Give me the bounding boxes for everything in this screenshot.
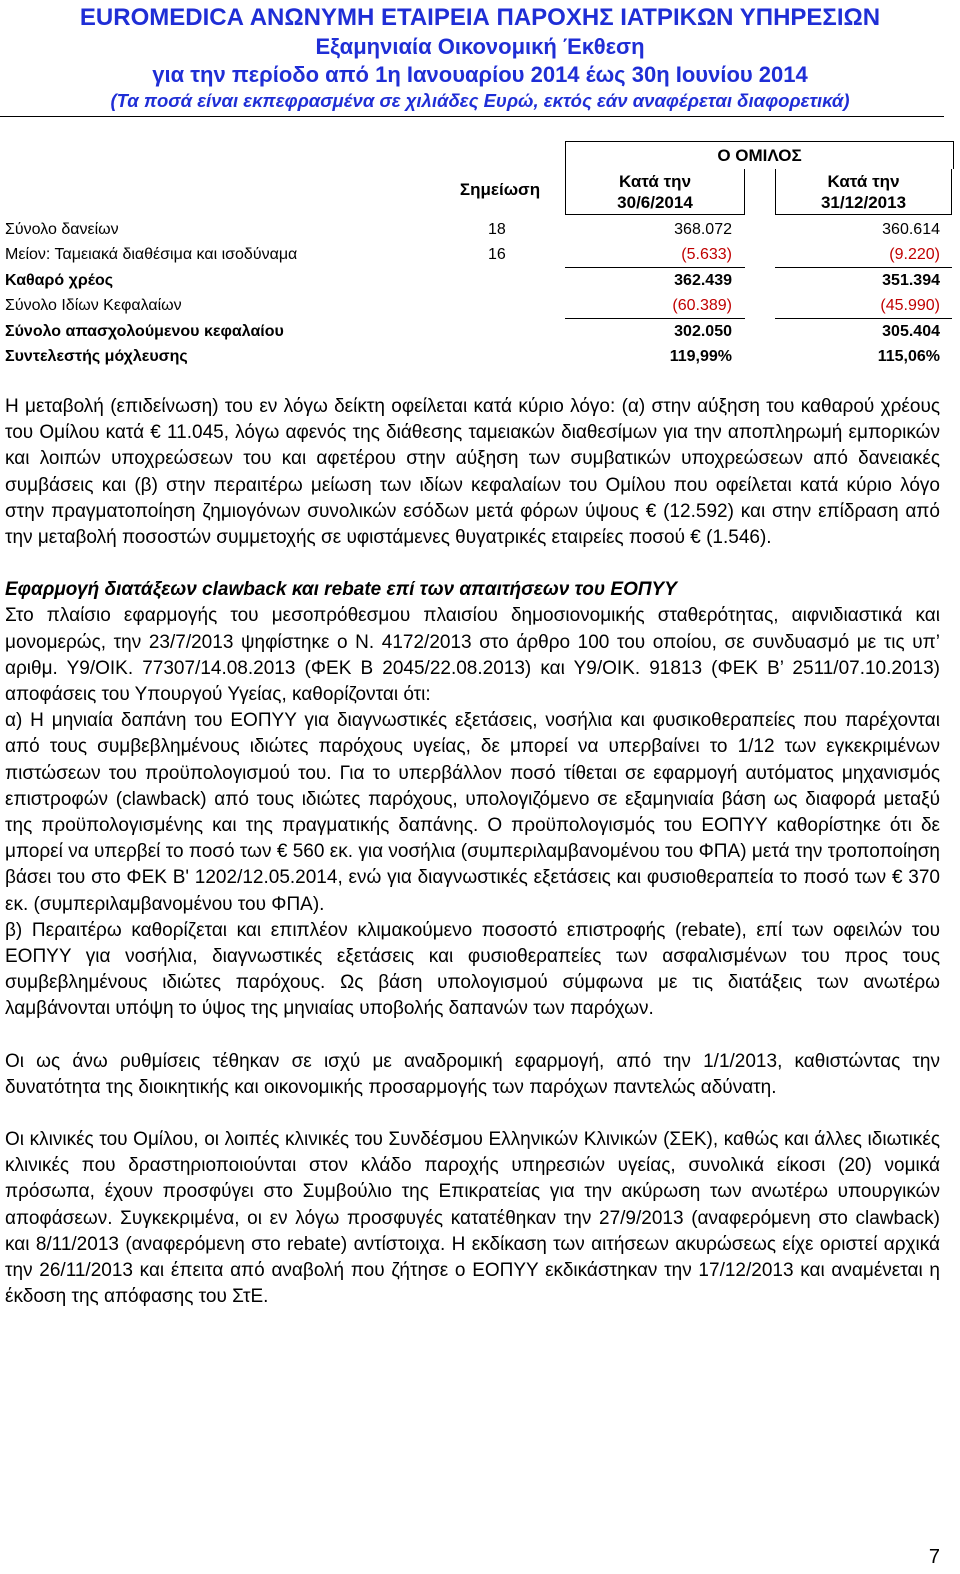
table-row: Συντελεστής μόχλευσης 119,99% 115,06% (5, 348, 940, 365)
paragraph: Η μεταβολή (επιδείνωση) του εν λόγω δείκτη οφείλεται κατά κύριο λόγο: (α) στην αύξηση του καθαρού χρέους του Ομίλου κατά € 11.045, λόγω αφενός της διάθεσης ταμειακών διαθεσίμων για την αποπληρωμή εμπορικών και λοιπών υποχρεώσεων του και αφετέρου στην αύξηση των συμβατικών υποχρεώσεων από δανειακές συμβάσεις και (β) στην περαιτέρω μείωση των ιδίων κεφαλαίων του Ομίλου που οφείλεται κατά κύριο λόγο στην πραγματοποίηση ζημιογόνων συνολικών εσόδων μετά φόρων ύψους € (12.592) και στην επίδραση από την μεταβολή ποσοστών συμμετοχής σε υφιστάμενες θυγατρικές εταιρείες ποσού € (1.546). (5, 396, 940, 549)
paragraph: Οι κλινικές του Ομίλου, οι λοιπές κλινικές του Συνδέσμου Ελληνικών Κλινικών (ΣΕΚ), καθώς και άλλες ιδιωτικές κλινικές που δραστηριοποιούνται στον κλάδο παροχής υπηρεσιών υγείας, συνολικά είκοσι (20) νομικά πρόσωπα, έχουν προσφύγει στο Συμβούλιο της Επικρατείας για την ακύρωση των ανωτέρω υπουργικών αποφάσεων. Συγκεκριμένα, οι εν λόγω προσφυγές κατατέθηκαν την 27/9/2013 (αναφερόμενη στο clawback) και 8/11/2013 (αναφερόμενη στο rebate) αντίστοιχα. Η εκδίκαση των αιτήσεων ακυρώσεως είχε οριστεί αρχικά την 26/11/2013 και έπειτα από αναβολή που ζήτησε ο ΕΟΠΥΥ εκδικάστηκαν την 17/12/2013 και αναμένεται η έκδοση της απόφασης του ΣτΕ. (5, 1129, 940, 1308)
currency-note: (Τα ποσά είναι εκπεφρασμένα σε χιλιάδες Ευρώ, εκτός εάν αναφέρεται διαφορετικά) (110, 90, 850, 111)
page-number: 7 (928, 1546, 940, 1568)
column-header-2014: Κατά την 30/6/2014 (565, 169, 745, 215)
paragraph: α) Η μηνιαία δαπάνη του ΕΟΠΥΥ για διαγνωστικές εξετάσεις, νοσήλια και φυσικοθεραπείες που παρέχονται από τους συμβεβλημένους ιδιώτες παρόχους υγείας, δε μπορεί να υπερβαίνει το 1/12 των εγκεκριμένων πιστώσεων του προϋπολογισμού του. Για το υπερβάλλον ποσό τίθεται σε εφαρμογή αυτόματος μηχανισμός επιστροφών (clawback) από τους ιδιώτες παρόχους, υπολογιζόμενο σε εξαμηνιαία βάση ως διαφορά μεταξύ της προϋπολογισμένης και της πραγματικής δαπάνης. Ο προϋπολογισμός του ΕΟΠΥΥ καθορίστηκε ότι δε μπορεί να υπερβεί το ποσό των € 560 εκ. για νοσήλια (συμπεριλαμβανομένου του ΦΠΑ) μετά την τροποποίηση βάσει του στο ΦΕΚ Β' 1202/12.05.2014, ενώ για διαγνωστικές εξετάσεις και φυσιοθεραπεία το ποσό των € 370 εκ. (συμπεριλαμβανομένου του ΦΠΑ). (5, 710, 940, 915)
column-header-2013: Κατά την 31/12/2013 (775, 169, 952, 215)
paragraph: Οι ως άνω ρυθμίσεις τέθηκαν σε ισχύ με αναδρομική εφαρμογή, από την 1/1/2013, καθιστώντας την δυνατότητα της διοικητικής και οικονομικής προσαρμογής των παρόχων παντελώς αδύνατη. (5, 1050, 940, 1098)
report-period: για την περίοδο από 1η Ιανουαρίου 2014 έως 30η Ιουνίου 2014 (152, 62, 808, 87)
company-name: EUROMEDICA ΑΝΩΝΥΜΗ ΕΤΑΙΡΕΙΑ ΠΑΡΟΧΗΣ ΙΑΤΡΙΚΩΝ ΥΠΗΡΕΣΙΩΝ (79, 4, 881, 31)
paragraph: β) Περαιτέρω καθορίζεται και επιπλέον κλιμακούμενο ποσοστό επιστροφής (rebate), επί των οφειλών του ΕΟΠΥΥ για νοσήλια, διαγνωστικές εξετάσεις και φυσιοθεραπείες των ασφαλισμένων του προς τους συμβεβλημένους ιδιώτες παρόχους. Ως βάση υπολογισμού σύμφωνα με τις διατάξεις των ανωτέρω λαμβάνονται υπόψη το ύψος της μηνιαίας υποβολής δαπανών των παρόχων. (5, 919, 940, 1020)
table-row: Μείον: Ταμειακά διαθέσιμα και ισοδύναμα 16 (5.633) (9.220) (5, 246, 940, 263)
document-header (0, 0, 960, 114)
table-row: Σύνολο απασχολούμενου κεφαλαίου 302.050 305.404 (5, 323, 940, 340)
report-title: Εξαμηνιαία Οικονομική Έκθεση (315, 34, 645, 59)
group-column-header: Ο ΟΜΙΛΟΣ (565, 141, 954, 169)
table-row: Σύνολο δανείων 18 368.072 360.614 (5, 221, 940, 238)
table-row: Καθαρό χρέος 362.439 351.394 (5, 272, 940, 289)
section-heading: Εφαρμογή διατάξεων clawback και rebate επί των απαιτήσεων του ΕΟΠΥΥ (5, 579, 677, 601)
paragraph: Στο πλαίσιο εφαρμογής του μεσοπρόθεσμου πλαισίου δημοσιονομικής σταθερότητας, αιφνιδιαστικά και μονομερώς, την 23/7/2013 ψηφίστηκε ο Ν. 4172/2013 στο άρθρο 100 του οποίου, σε συνδυασμό με τις υπ’ αριθμ. Υ9/ΟΙΚ. 77307/14.08.2013 (ΦΕΚ Β 2045/22.08.2013) και Υ9/ΟΙΚ. 91813 (ΦΕΚ Β’ 2511/07.10.2013) αποφάσεις του Υπουργού Υγείας, καθορίζονται ότι: (5, 605, 940, 706)
header-divider (0, 116, 944, 117)
document-body (5, 394, 940, 1311)
table-row: Σύνολο Ιδίων Κεφαλαίων (60.389) (45.990) (5, 297, 940, 314)
note-column-header: Σημείωση (459, 180, 541, 199)
